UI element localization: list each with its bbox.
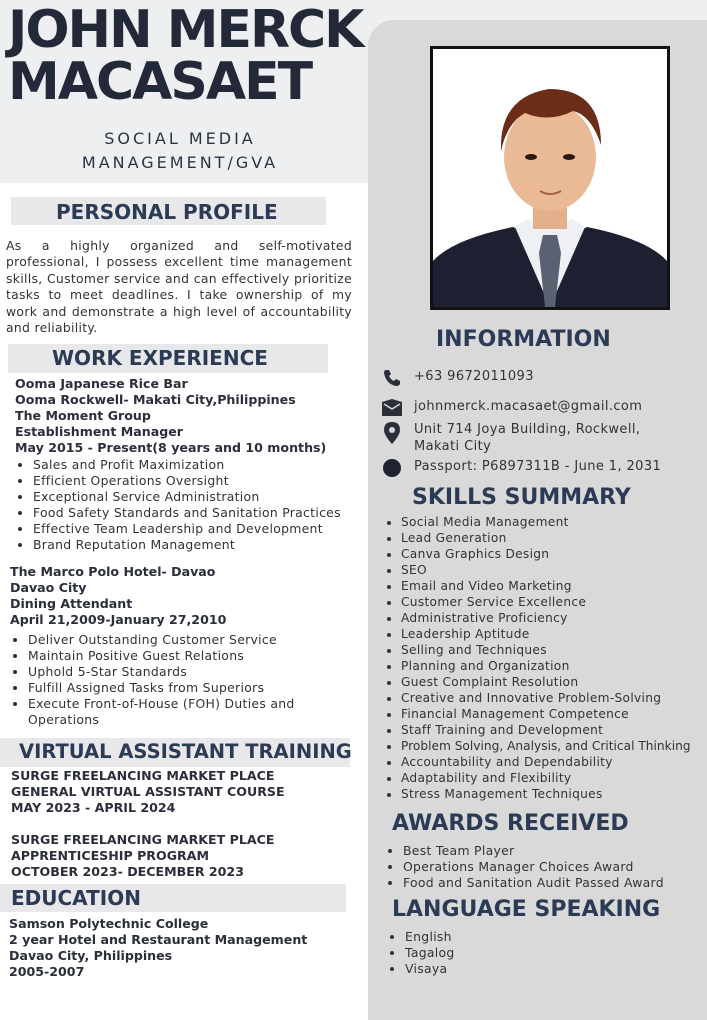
portrait-illustration xyxy=(433,49,667,307)
list-item: • SEO xyxy=(401,562,707,578)
job-2-line: Dining Attendant xyxy=(10,596,133,611)
list-item: • Deliver Outstanding Customer Service xyxy=(28,632,338,648)
languages-list xyxy=(387,929,605,977)
list-item: • English xyxy=(405,929,605,945)
job-2-details xyxy=(10,564,226,628)
list-item: • Problem Solving, Analysis, and Critical Thinking xyxy=(401,738,707,754)
list-item: • Staff Training and Development xyxy=(401,722,707,738)
profile-photo xyxy=(430,46,670,310)
education-line: 2005-2007 xyxy=(9,964,85,979)
list-item: • Stress Management Techniques xyxy=(401,786,707,802)
job-2-line: Davao City xyxy=(10,580,87,595)
phone-number: +63 9672011093 xyxy=(414,369,534,384)
job-2-line: The Marco Polo Hotel- Davao xyxy=(10,564,216,579)
list-item: • Uphold 5-Star Standards xyxy=(28,664,338,680)
training-line: OCTOBER 2023- DECEMBER 2023 xyxy=(11,864,244,879)
education-line: Samson Polytechnic College xyxy=(9,916,209,931)
address-row xyxy=(380,421,674,455)
phone-row xyxy=(380,368,534,388)
list-item: • Financial Management Competence xyxy=(401,706,707,722)
list-item: • Tagalog xyxy=(405,945,605,961)
training-line: SURGE FREELANCING MARKET PLACE xyxy=(11,832,275,847)
education-heading: EDUCATION xyxy=(11,886,141,910)
list-item: • Execute Front-of-House (FOH) Duties and Operations xyxy=(28,696,338,728)
training-line: GENERAL VIRTUAL ASSISTANT COURSE xyxy=(11,784,285,799)
training-heading: VIRTUAL ASSISTANT TRAINING xyxy=(19,740,352,763)
job-1-duties xyxy=(15,457,373,553)
job-1-line: The Moment Group xyxy=(15,408,151,423)
training-block-2 xyxy=(11,832,275,880)
job-1-line: Ooma Japanese Rice Bar xyxy=(15,376,188,391)
training-line: MAY 2023 - APRIL 2024 xyxy=(11,800,176,815)
profile-text: As a highly organized and self-motivated professional, I possess excellent time management skills, Customer service and can effectively prioritize tasks to meet deadlines. I take ownership of my work and demonstrate a high level of accountability and reliability. xyxy=(6,238,352,336)
list-item: • Planning and Organization xyxy=(401,658,707,674)
list-item: • Selling and Techniques xyxy=(401,642,707,658)
list-item: • Leadership Aptitude xyxy=(401,626,707,642)
languages-heading: LANGUAGE SPEAKING xyxy=(392,897,661,922)
job-2-duties xyxy=(10,632,338,728)
list-item: • Efficient Operations Oversight xyxy=(33,473,373,489)
list-item: • Best Team Player xyxy=(403,843,707,859)
job-1-line: Establishment Manager xyxy=(15,424,184,439)
list-item: • Visaya xyxy=(405,961,605,977)
list-item: • Operations Manager Choices Award xyxy=(403,859,707,875)
list-item: • Email and Video Marketing xyxy=(401,578,707,594)
location-pin-icon xyxy=(380,421,404,445)
list-item: • Social Media Management xyxy=(401,514,707,530)
education-line: 2 year Hotel and Restaurant Management xyxy=(9,932,308,947)
email-address: johnmerck.macasaet@gmail.com xyxy=(414,399,643,414)
passport-row xyxy=(380,458,661,478)
list-item: • Administrative Proficiency xyxy=(401,610,707,626)
list-item: • Canva Graphics Design xyxy=(401,546,707,562)
list-item: • Guest Complaint Resolution xyxy=(401,674,707,690)
profile-heading: PERSONAL PROFILE xyxy=(56,200,278,224)
skills-list xyxy=(383,514,707,802)
list-item: • Customer Service Excellence xyxy=(401,594,707,610)
job-2-line: April 21,2009-January 27,2010 xyxy=(10,612,227,627)
training-line: SURGE FREELANCING MARKET PLACE xyxy=(11,768,275,783)
training-line: APPRENTICESHIP PROGRAM xyxy=(11,848,210,863)
job-1-line: Ooma Rockwell- Makati City,Philippines xyxy=(15,392,296,407)
list-item: • Effective Team Leadership and Development xyxy=(33,521,373,537)
awards-list xyxy=(385,843,707,891)
awards-heading: AWARDS RECEIVED xyxy=(392,811,629,836)
circle-icon xyxy=(380,458,404,478)
job-1-details xyxy=(15,376,326,456)
information-heading: INFORMATION xyxy=(436,327,611,352)
education-line: Davao City, Philippines xyxy=(9,948,173,963)
address-text: Unit 714 Joya Building, Rockwell, Makati City xyxy=(414,422,641,454)
work-heading: WORK EXPERIENCE xyxy=(52,346,268,370)
phone-icon xyxy=(380,368,404,388)
list-item: • Food and Sanitation Audit Passed Award xyxy=(403,875,707,891)
envelope-icon xyxy=(380,398,404,418)
list-item: • Lead Generation xyxy=(401,530,707,546)
email-row xyxy=(380,398,642,418)
passport-text: Passport: P6897311B - June 1, 2031 xyxy=(414,459,662,474)
job-role: SOCIAL MEDIA MANAGEMENT/GVA xyxy=(81,129,279,172)
person-name: JOHN MERCK MACASAET xyxy=(8,0,363,112)
list-item: • Accountability and Dependability xyxy=(401,754,707,770)
list-item: • Sales and Profit Maximization xyxy=(33,457,373,473)
job-1-line: May 2015 - Present(8 years and 10 months) xyxy=(15,440,327,455)
skills-heading: SKILLS SUMMARY xyxy=(412,485,631,510)
list-item: • Creative and Innovative Problem-Solving xyxy=(401,690,707,706)
training-block-1 xyxy=(11,768,285,816)
list-item: • Fulfill Assigned Tasks from Superiors xyxy=(28,680,338,696)
list-item: • Food Safety Standards and Sanitation Practices xyxy=(33,505,373,521)
list-item: • Brand Reputation Management xyxy=(33,537,373,553)
list-item: • Maintain Positive Guest Relations xyxy=(28,648,338,664)
list-item: • Adaptability and Flexibility xyxy=(401,770,707,786)
list-item: • Exceptional Service Administration xyxy=(33,489,373,505)
education-details xyxy=(9,916,307,980)
